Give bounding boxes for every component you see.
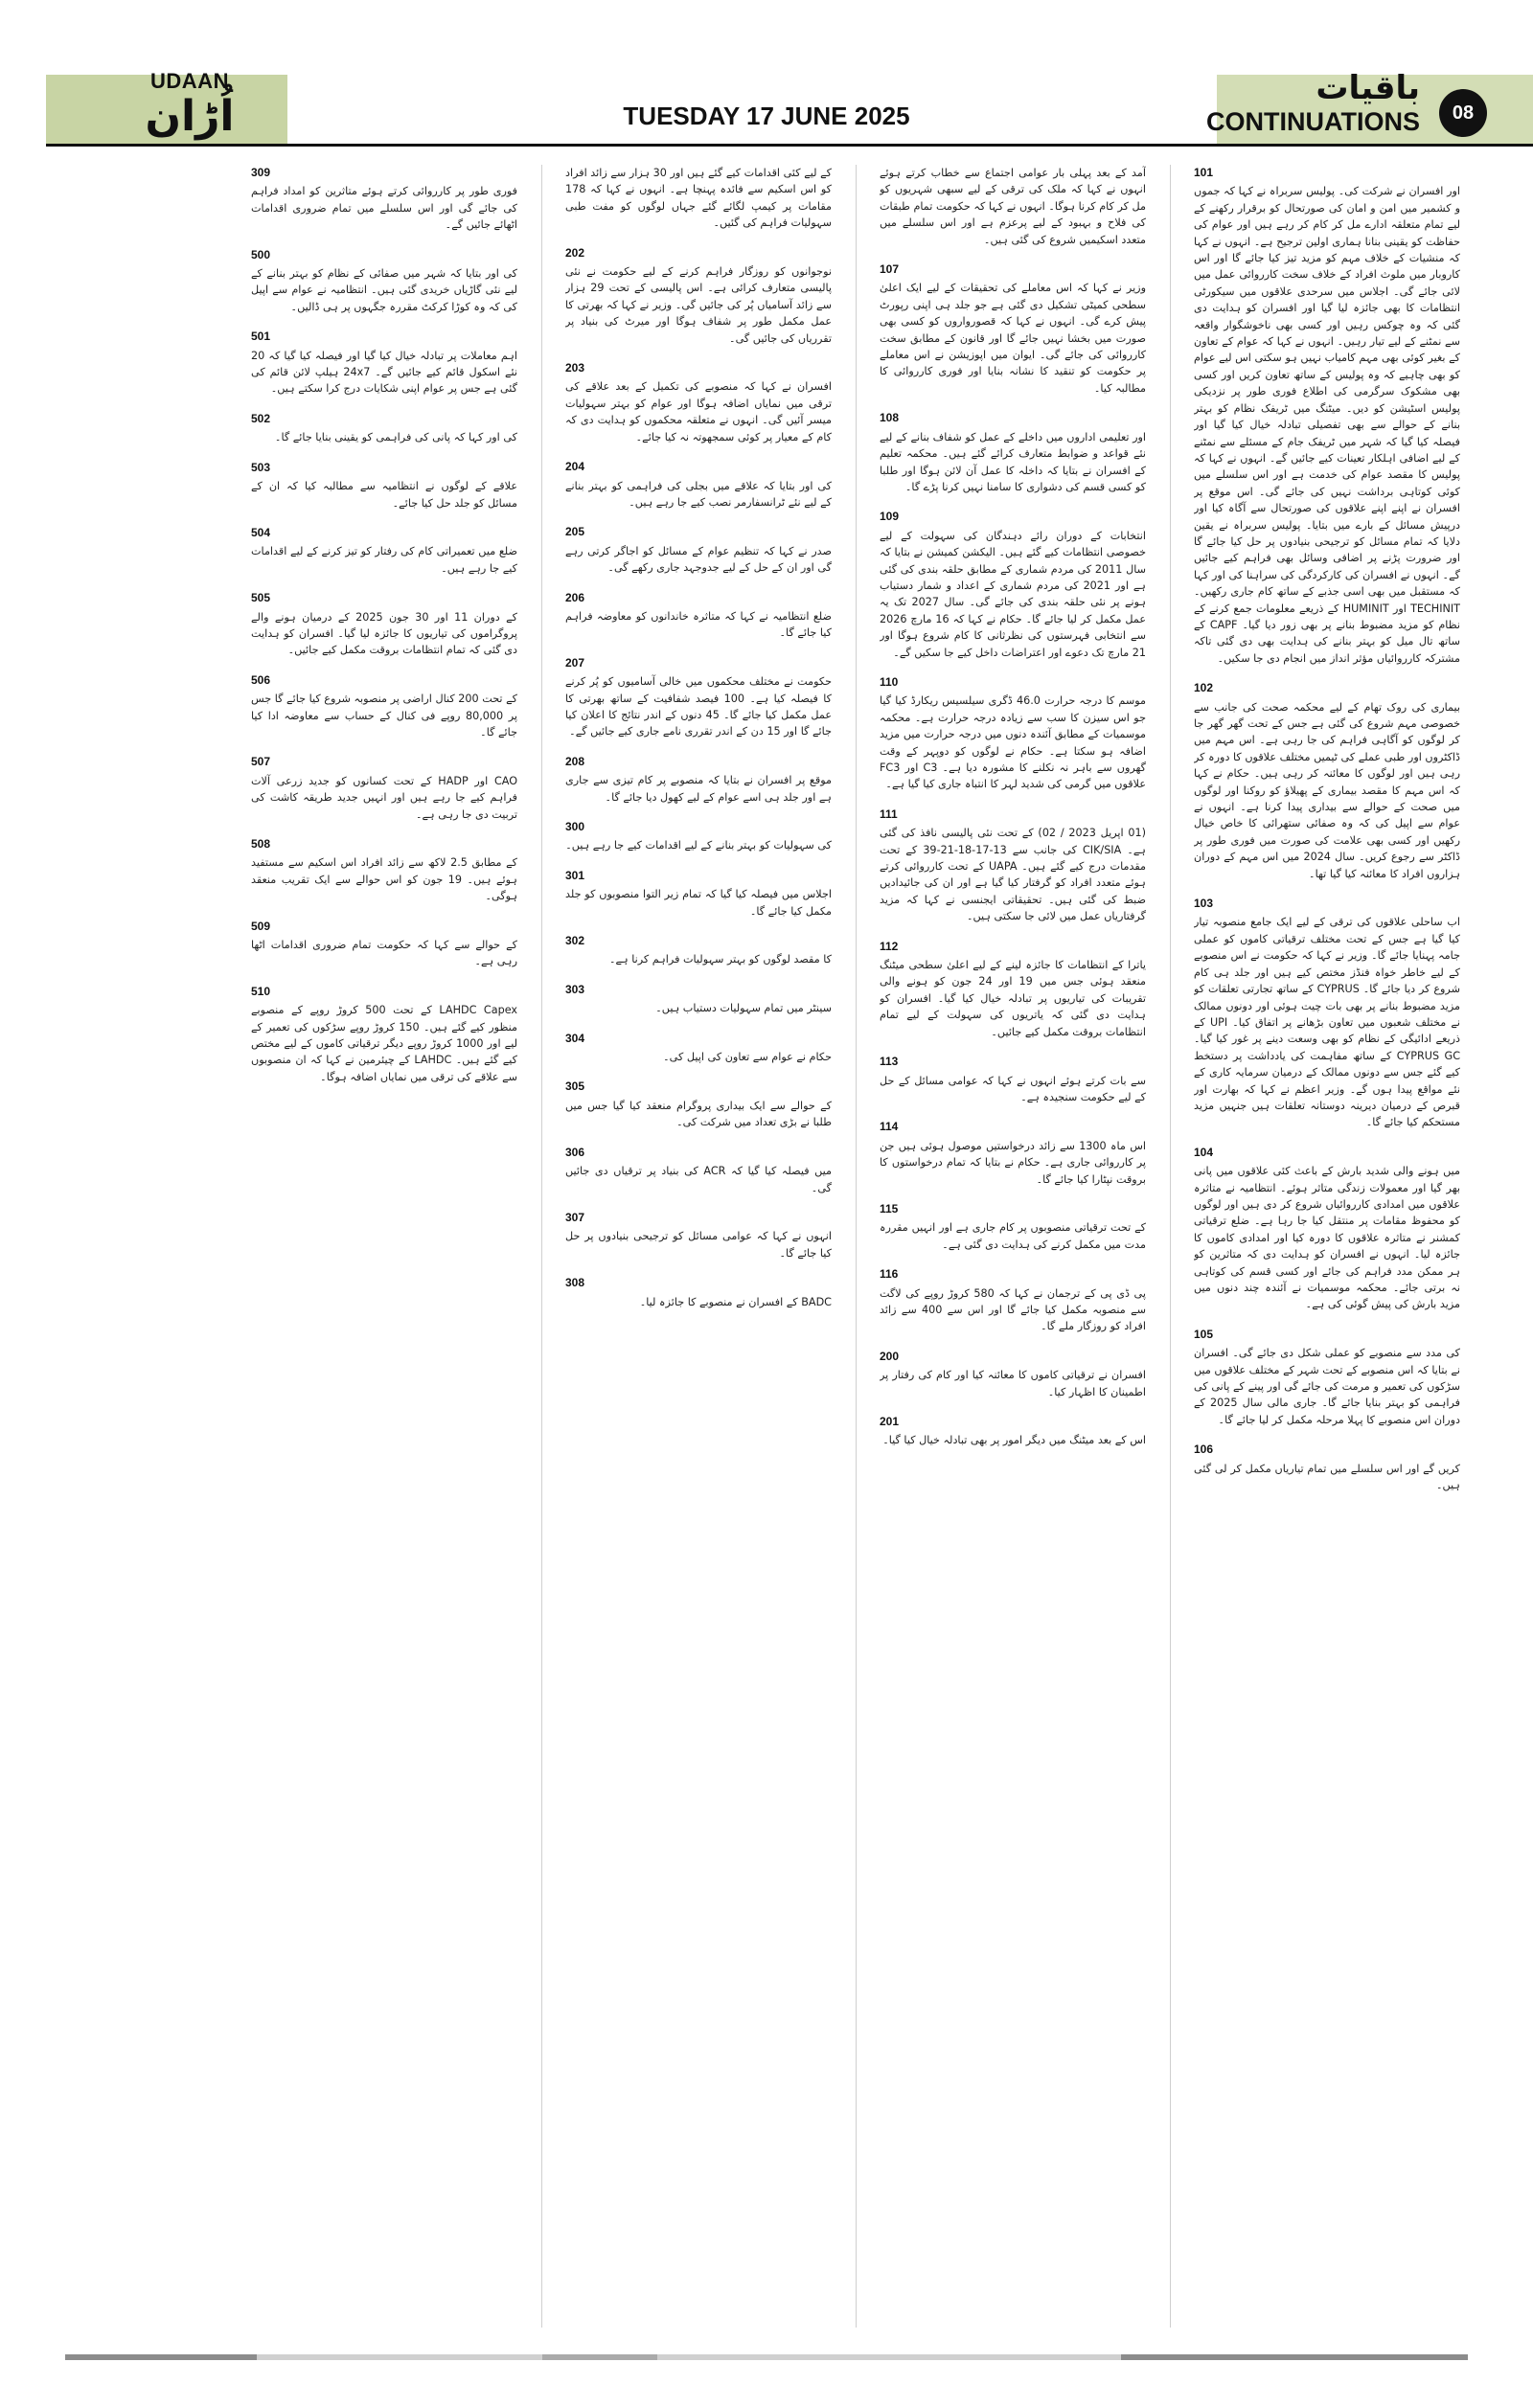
story-number: 506 [251, 672, 271, 687]
story-text: کے مطابق 2.5 لاکھ سے زائد افراد اس اسکیم سے مستفید ہوئے ہیں۔ 19 جون کو اس حوالے سے ایک تقریب منعقد ہوگی۔ [251, 856, 517, 903]
continuation-story [880, 261, 1146, 397]
continuation-story [565, 754, 832, 806]
text-column [565, 165, 832, 2328]
story-number: 202 [565, 245, 585, 260]
logo-english: UDAAN [150, 69, 229, 93]
story-number: 300 [565, 820, 585, 833]
continuation-story [565, 868, 832, 920]
story-text: افسران نے کہا کہ منصوبے کی تکمیل کے بعد علاقے کی ترقی میں نمایاں اضافہ ہوگا اور عوام کو بہتر سہولیات میسر آئیں گی۔ انہوں نے متعلقہ محکموں کو ہدایت دی کہ کام کے معیار پر کوئی سمجھوتہ نہ کیا جائے۔ [565, 380, 832, 443]
text-column [251, 165, 517, 2328]
header-divider [46, 144, 1533, 147]
story-text: حکومت نے مختلف محکموں میں خالی آسامیوں کو پُر کرنے کا فیصلہ کیا ہے۔ 100 فیصد شفافیت کے ساتھ بھرتی کا عمل مکمل کیا جائے گا۔ 45 دنوں کے اندر نتائج کا اعلان کیا جائے گا اور 15 دن کے اندر تقرری نامے جاری کیے جائیں گے۔ [565, 675, 832, 738]
story-number: 301 [565, 868, 585, 882]
story-text: آمد کے بعد پہلی بار عوامی اجتماع سے خطاب کرتے ہوئے انہوں نے کہا کہ ملک کی ترقی کے لیے سبھی شہریوں کو مل کر کام کرنا ہوگا۔ انہوں نے کہا کہ حکومت تمام طبقات کی فلاح و بہبود کے لیے پرعزم ہے اور اس سلسلے میں متعدد اسکیمیں شروع کی گئی ہیں۔ [880, 167, 1146, 246]
footer-accent [65, 2354, 257, 2360]
story-text: اس کے بعد میٹنگ میں دیگر امور پر بھی تبادلہ خیال کیا گیا۔ [882, 1434, 1146, 1447]
story-number: 205 [565, 525, 585, 539]
story-text: CAO اور HADP کے تحت کسانوں کو جدید زرعی آلات فراہم کیے جا رہے ہیں اور انہیں جدید طریقہ کاشت کی تربیت دی جا رہی ہے۔ [251, 774, 517, 821]
continuation-story [880, 1119, 1146, 1188]
continuation-story [251, 411, 517, 446]
continuation-story [1194, 1145, 1460, 1313]
story-number: 106 [1194, 1443, 1214, 1457]
continuation-story [251, 984, 517, 1085]
continuation-story [251, 754, 517, 823]
continuation-story [565, 982, 832, 1017]
story-number: 103 [1194, 897, 1214, 911]
story-number: 508 [251, 837, 271, 851]
story-number: 208 [565, 754, 585, 768]
story-text: میں ہونے والی شدید بارش کے باعث کئی علاقوں میں پانی بھر گیا اور معمولات زندگی متاثر ہوئے۔ انتظامیہ نے متاثرہ علاقوں میں امدادی کارروائیاں شروع کر دی ہیں اور لوگوں کو محفوظ مقامات پر منتقل کیا جا رہا ہے۔ ضلع ترقیاتی کمشنر نے متاثرہ علاقوں کا دورہ کیا اور امدادی کاموں کا جائزہ لیا۔ انہوں نے افسران کو ہدایت دی کہ متاثرین کو ہر ممکن مدد فراہم کی جائے اور کسی قسم کی کوتاہی نہ برتی جائے۔ محکمہ موسمیات نے آئندہ چند دنوں میں مزید بارش کی پیش گوئی کی ہے۔ [1194, 1165, 1460, 1311]
continuation-story [251, 165, 517, 234]
continuation-story [880, 165, 1146, 248]
continuation-story [880, 806, 1146, 925]
continuation-story [1194, 1442, 1460, 1493]
story-text: یاترا کے انتظامات کا جائزہ لینے کے لیے اعلیٰ سطحی میٹنگ منعقد ہوئی جس میں 19 اور 24 جون کو ہونے والی تقریبات کی تیاریوں پر تبادلہ خیال کیا گیا۔ افسران کو ہدایت دی گئی کہ یاتریوں کی سہولت کے لیے تمام انتظامات بروقت مکمل کیے جائیں۔ [880, 959, 1146, 1038]
story-text: (01 اپریل 2023 / 02) کے تحت نئی پالیسی نافذ کی گئی ہے۔ CIK/SIA کی جانب سے 13-17-18-21-39 کے تحت مقدمات درج کیے گئے ہیں۔ UAPA کے تحت کارروائی کرتے ہوئے متعدد افراد کو گرفتار کیا گیا ہے اور ان کی جائیدادیں ضبط کی گئی ہیں۔ تحقیقاتی ایجنسی نے کہا کہ مزید گرفتاریاں عمل میں لائی جا سکتی ہیں۔ [880, 827, 1146, 923]
story-text: حکام نے عوام سے تعاون کی اپیل کی۔ [663, 1051, 832, 1064]
continuation-story [880, 1201, 1146, 1253]
text-column [1194, 165, 1460, 2328]
story-text: اور افسران نے شرکت کی۔ پولیس سربراہ نے کہا کہ جموں و کشمیر میں امن و امان کی صورتحال کو برقرار رکھنے کے لیے تمام متعلقہ ادارے مل کر کام کر رہے ہیں اور عوام کی حفاظت کو یقینی بنانا ہماری اولین ترجیح ہے۔ انہوں نے کہا کہ منشیات کے خلاف مہم کو مزید تیز کیا جائے گا اور اس کاروبار میں ملوث افراد کے خلاف سخت کارروائی عمل میں لائی جائے گی۔ اجلاس میں سرحدی علاقوں میں سیکورٹی انتظامات کا بھی جائزہ لیا گیا اور افسران کو ہدایت دی گئی کہ وہ چوکس رہیں اور کسی بھی ناخوشگوار واقعہ سے نمٹنے کے لیے تیار رہیں۔ انہوں نے کہا کہ عوام کے تعاون کے بغیر کوئی بھی مہم کامیاب نہیں ہو سکتی اس لیے عوام کو بھی چاہیے کہ وہ پولیس کے ساتھ تعاون کریں اور کسی بھی مشکوک سرگرمی کی اطلاع فوری طور پر نزدیکی پولیس اسٹیشن کو دیں۔ میٹنگ میں ٹریفک نظام کو بہتر بنانے کے حوالے سے بھی تفصیلی تبادلہ خیال کیا گیا اور فیصلہ کیا گیا کہ شہر میں ٹریفک جام کے مسئلے سے نمٹنے کے لیے اضافی اہلکار تعینات کیے جائیں گے۔ انہوں نے کہا کہ پولیس کا مقصد عوام کی خدمت ہے اور اس سلسلے میں کوئی کوتاہی برداشت نہیں کی جائے گی۔ اس موقع پر افسران نے اپنے اپنے علاقوں کی صورتحال سے آگاہ کیا اور درپیش مسائل کے بارے میں بتایا۔ پولیس سربراہ نے یقین دلایا کہ تمام مسائل کو ترجیحی بنیادوں پر حل کیا جائے گا اور ضرورت پڑنے پر اضافی وسائل بھی فراہم کیے جائیں گے۔ انہوں نے افسران کی کارکردگی کی سراہنا کی اور کہا کہ مستقبل میں بھی اسی جذبے کے ساتھ کام جاری رکھیں۔ TECHINIT اور HUMINIT کے ذریعے معلومات جمع کرنے کے نظام کو مزید مضبوط بنانے پر بھی زور دیا گیا۔ CAPF کے ساتھ تال میل کو بہتر بنانے کی ہدایت بھی دی گئی تاکہ مشترکہ کارروائیاں مؤثر انداز میں انجام دی جا سکیں۔ [1194, 185, 1460, 665]
continuation-story [565, 933, 832, 968]
story-number: 510 [251, 984, 271, 998]
story-text: اس ماہ 1300 سے زائد درخواستیں موصول ہوئی ہیں جن پر کارروائی جاری ہے۔ حکام نے بتایا کہ تمام درخواستوں کا بروقت نپٹارا کیا جائے گا۔ [880, 1139, 1146, 1186]
story-number: 309 [251, 166, 271, 179]
story-number: 509 [251, 919, 271, 933]
article-columns [65, 165, 1468, 2328]
story-number: 105 [1194, 1327, 1214, 1341]
continuation-story [565, 1079, 832, 1130]
story-text: BADC کے افسران نے منصوبے کا جائزہ لیا۔ [639, 1295, 832, 1308]
logo-urdu: اُڑان [145, 92, 235, 141]
story-text: ضلع انتظامیہ نے کہا کہ متاثرہ خاندانوں کو معاوضہ فراہم کیا جائے گا۔ [565, 609, 832, 640]
footer-accent [542, 2354, 657, 2360]
story-number: 114 [880, 1120, 899, 1134]
continuation-story [565, 819, 832, 854]
story-number: 304 [565, 1031, 585, 1045]
continuation-story [565, 245, 832, 347]
story-number: 504 [251, 525, 271, 539]
story-number: 108 [880, 411, 900, 425]
story-number: 505 [251, 591, 271, 605]
story-text: کی اور بتایا کہ علاقے میں بجلی کی فراہمی کو بہتر بنانے کے لیے نئے ٹرانسفارمر نصب کیے جا رہے ہیں۔ [565, 479, 832, 509]
story-number: 305 [565, 1079, 585, 1094]
continuation-story [880, 1054, 1146, 1105]
section-title-urdu: باقیات [1316, 69, 1420, 107]
continuation-story [565, 165, 832, 232]
section-title [1206, 69, 1420, 137]
story-text: کا مقصد لوگوں کو بہتر سہولیات فراہم کرنا ہے۔ [609, 953, 832, 966]
story-text: وزیر نے کہا کہ اس معاملے کی تحقیقات کے لیے ایک اعلیٰ سطحی کمیٹی تشکیل دی گئی ہے جو جلد ہی اپنی رپورٹ پیش کرے گی۔ انہوں نے کہا کہ قصورواروں کو کسی بھی صورت میں بخشا نہیں جائے گا اور قانون کے مطابق سخت کارروائی کی جائے گی۔ ایوان میں اپوزیشن نے اس معاملے پر حکومت کو تنقید کا نشانہ بنایا اور فوری کارروائی کا مطالبہ کیا۔ [880, 282, 1146, 395]
column-divider [1170, 165, 1171, 2328]
column-divider [856, 165, 857, 2328]
continuation-story [880, 509, 1146, 661]
continuation-story [251, 460, 517, 511]
continuation-story [251, 919, 517, 970]
story-text: کے لیے کئی اقدامات کیے گئے ہیں اور 30 ہزار سے زائد افراد کو اس اسکیم سے فائدہ پہنچا ہے۔ انہوں نے کہا کہ 178 مقامات پر کیمپ لگائے گئے جہاں لوگوں کو مفت طبی سہولیات فراہم کی گئیں۔ [565, 167, 832, 230]
story-number: 112 [880, 939, 899, 953]
issue-date: TUESDAY 17 JUNE 2025 [623, 102, 910, 130]
story-number: 113 [880, 1055, 899, 1069]
story-text: علاقے کے لوگوں نے انتظامیہ سے مطالبہ کیا کہ ان کے مسائل کو جلد حل کیا جائے۔ [251, 480, 517, 510]
story-text: صدر نے کہا کہ تنظیم عوام کے مسائل کو اجاگر کرتی رہے گی اور ان کے حل کے لیے جدوجہد جاری رکھے گی۔ [565, 544, 832, 575]
story-text: کے تحت 200 کنال اراضی پر منصوبہ شروع کیا جائے گا جس پر 80,000 روپے فی کنال کے حساب سے معاوضہ ادا کیا جائے گا۔ [251, 693, 517, 738]
story-text: کے تحت ترقیاتی منصوبوں پر کام جاری ہے اور انہیں مقررہ مدت میں مکمل کرنے کی ہدایت دی گئی ہے۔ [880, 1221, 1146, 1251]
continuation-story [565, 1031, 832, 1066]
story-text: پی ڈی پی کے ترجمان نے کہا کہ 580 کروڑ روپے کی لاگت سے منصوبہ مکمل کیا جائے گا اور اس سے 400 سے زائد افراد کو روزگار ملے گا۔ [880, 1286, 1146, 1333]
story-number: 501 [251, 329, 271, 344]
story-number: 302 [565, 934, 585, 948]
story-text: اب ساحلی علاقوں کی ترقی کے لیے ایک جامع منصوبہ تیار کیا گیا ہے جس کے تحت مختلف ترقیاتی کاموں کو عملی جامہ پہنایا جائے گا۔ وزیر نے کہا کہ حکومت نے اس منصوبے کے لیے خاطر خواہ فنڈز مختص کیے ہیں اور جلد ہی کام شروع کر دیا جائے گا۔ CYPRUS کے ساتھ تجارتی تعلقات کو مزید مضبوط بنانے پر بھی بات چیت ہوئی اور دونوں ممالک نے مختلف شعبوں میں تعاون بڑھانے پر اتفاق کیا۔ UPI کے ذریعے ادائیگی کے نظام کو بھی وسعت دینے پر غور کیا گیا۔ CYPRUS GC کے ساتھ مفاہمت کی یادداشت پر دستخط کیے گئے جس سے دونوں ممالک کے درمیان سرمایہ کاری کے نئے مواقع پیدا ہوں گے۔ وزیر اعظم نے کہا کہ بھارت اور قبرص کے درمیان دیرینہ دوستانہ تعلقات ہیں جنہیں مزید مستحکم کیا جائے گا۔ [1194, 916, 1460, 1129]
story-text: میں فیصلہ کیا گیا کہ ACR کی بنیاد پر ترقیاں دی جائیں گی۔ [565, 1165, 832, 1194]
continuation-story [1194, 896, 1460, 1131]
story-text: کے دوران 11 اور 30 جون 2025 کے درمیان ہونے والے پروگراموں کی تیاریوں کا جائزہ لیا گیا۔ افسران کو ہدایت دی گئی کہ تمام انتظامات بروقت مکمل کیے جائیں۔ [251, 610, 517, 657]
column-divider [541, 165, 542, 2328]
continuation-story [251, 525, 517, 577]
story-number: 306 [565, 1145, 585, 1159]
story-number: 200 [880, 1349, 900, 1363]
continuation-story [880, 1266, 1146, 1335]
continuation-story [251, 836, 517, 905]
continuation-story [251, 672, 517, 741]
story-number: 101 [1194, 166, 1214, 179]
story-number: 308 [565, 1276, 585, 1290]
story-number: 500 [251, 247, 271, 261]
story-number: 503 [251, 460, 271, 474]
text-column [880, 165, 1146, 2328]
continuation-story [565, 1145, 832, 1196]
story-number: 204 [565, 460, 585, 474]
story-number: 109 [880, 510, 900, 524]
story-number: 201 [880, 1415, 900, 1428]
story-number: 116 [880, 1267, 899, 1282]
story-text: اور تعلیمی اداروں میں داخلے کے عمل کو شفاف بنانے کے لیے نئے قواعد و ضوابط متعارف کرائے گئے ہیں۔ محکمہ تعلیم کے افسران نے بتایا کہ داخلہ کا عمل آن لائن ہوگا اور طلبا کو کسی قسم کی دشواری کا سامنا نہیں کرنا پڑے گا۔ [880, 430, 1146, 493]
footer-accent [1121, 2354, 1468, 2360]
story-text: موسم کا درجہ حرارت 46.0 ڈگری سیلسیس ریکارڈ کیا گیا جو اس سیزن کا سب سے زیادہ درجہ حرارت ہے۔ محکمہ موسمیات کے مطابق آئندہ دنوں میں درجہ حرارت میں مزید اضافہ ہو سکتا ہے۔ حکام نے لوگوں کو دوپہر کے وقت گھروں سے باہر نہ نکلنے کا مشورہ دیا ہے۔ C3 اور FC3 علاقوں میں گرمی کی شدید لہر کا انتباہ جاری کیا گیا ہے۔ [880, 694, 1146, 791]
story-text: کے حوالے سے کہا کہ حکومت تمام ضروری اقدامات اٹھا رہی ہے۔ [251, 939, 517, 968]
story-number: 115 [880, 1201, 899, 1215]
story-number: 303 [565, 982, 585, 996]
story-number: 102 [1194, 681, 1214, 695]
story-text: اجلاس میں فیصلہ کیا گیا کہ تمام زیر التوا منصوبوں کو جلد مکمل کیا جائے گا۔ [565, 888, 832, 918]
story-text: فوری طور پر کارروائی کرتے ہوئے متاثرین کو امداد فراہم کی جائے گی اور اس سلسلے میں تمام ضروری اقدامات اٹھائے جائیں گے۔ [251, 185, 517, 232]
story-number: 502 [251, 411, 271, 425]
story-number: 110 [880, 674, 899, 689]
continuation-story [251, 590, 517, 659]
continuation-story [565, 655, 832, 740]
story-text: انتخابات کے دوران رائے دہندگان کی سہولت کے لیے خصوصی انتظامات کیے گئے ہیں۔ الیکشن کمیشن نے بتایا کہ سال 2011 کی مردم شماری کے مطابق حلقہ بندی کی گئی ہے اور 2021 کی مردم شماری کے اعداد و شمار دستیاب ہونے پر نئی حلقہ بندی کی جائے گی۔ سال 2027 تک یہ عمل مکمل کر لیا جائے گا۔ حکام نے کہا کہ 16 مارچ 2026 سے انتخابی فہرستوں کی نظرثانی کا کام شروع ہوگا اور 21 مارچ تک دعوے اور اعتراضات داخل کیے جا سکیں گے۔ [880, 529, 1146, 659]
story-text: بیماری کی روک تھام کے لیے محکمہ صحت کی جانب سے خصوصی مہم شروع کی گئی ہے جس کے تحت گھر گھر جا کر لوگوں کو آگاہی فراہم کی جا رہی ہے۔ اس مہم میں ڈاکٹروں اور طبی عملے کی ٹیمیں مختلف علاقوں کا دورہ کر رہی ہیں اور لوگوں کا معائنہ کر رہی ہیں۔ حکام نے کہا کہ اس مہم کا مقصد بیماری کے پھیلاؤ کو روکنا اور لوگوں میں صحت کے حوالے سے بیداری پیدا کرنا ہے۔ انہوں نے عوام سے اپیل کی کہ وہ صفائی ستھرائی کا خاص خیال رکھیں اور کسی بھی علامت کی صورت میں فوری طور پر ڈاکٹر سے رجوع کریں۔ سال 2024 میں اس مہم کے دوران ہزاروں افراد کا معائنہ کیا گیا تھا۔ [1194, 700, 1460, 880]
story-text: موقع پر افسران نے بتایا کہ منصوبے پر کام تیزی سے جاری ہے اور جلد ہی اسے عوام کے لیے کھول دیا جائے گا۔ [565, 774, 832, 804]
story-number: 507 [251, 755, 271, 769]
story-text: LAHDC Capex کے تحت 500 کروڑ روپے کے منصوبے منظور کیے گئے ہیں۔ 150 کروڑ روپے سڑکوں کی تعمیر کے لیے اور 1000 کروڑ روپے دیگر ترقیاتی کاموں کے لیے مختص کیے گئے ہیں۔ LAHDC کے چیئرمین نے کہا کہ ان منصوبوں سے علاقے کی ترقی میں نمایاں اضافہ ہوگا۔ [251, 1004, 517, 1083]
continuation-story [880, 1349, 1146, 1400]
continuation-story [1194, 165, 1460, 667]
story-number: 203 [565, 361, 585, 375]
story-text: اہم معاملات پر تبادلہ خیال کیا گیا اور فیصلہ کیا گیا کہ 20 نئے اسکول قائم کیے جائیں گے۔ 24x7 ہیلپ لائن قائم کی گئی ہے جس پر عوام اپنی شکایات درج کرا سکتے ہیں۔ [251, 349, 517, 396]
continuation-story [565, 524, 832, 576]
story-text: سے بات کرتے ہوئے انہوں نے کہا کہ عوامی مسائل کے حل کے لیے حکومت سنجیدہ ہے۔ [880, 1074, 1146, 1103]
story-text: کے حوالے سے ایک بیداری پروگرام منعقد کیا گیا جس میں طلبا نے بڑی تعداد میں شرکت کی۔ [565, 1099, 832, 1129]
section-title-english: CONTINUATIONS [1206, 107, 1420, 136]
continuation-story [251, 329, 517, 398]
continuation-story [565, 459, 832, 511]
story-text: کریں گے اور اس سلسلے میں تمام تیاریاں مکمل کر لی گئی ہیں۔ [1194, 1462, 1460, 1492]
story-text: کی سہولیات کو بہتر بنانے کے لیے اقدامات کیے جا رہے ہیں۔ [565, 839, 832, 852]
story-number: 104 [1194, 1145, 1214, 1159]
story-text: افسران نے ترقیاتی کاموں کا معائنہ کیا اور کام کی رفتار پر اطمینان کا اظہار کیا۔ [880, 1369, 1146, 1398]
continuation-story [565, 360, 832, 445]
story-text: انہوں نے کہا کہ عوامی مسائل کو ترجیحی بنیادوں پر حل کیا جائے گا۔ [565, 1230, 832, 1260]
story-number: 307 [565, 1210, 585, 1224]
continuation-story [565, 1275, 832, 1310]
continuation-story [565, 590, 832, 642]
story-text: کی اور بتایا کہ شہر میں صفائی کے نظام کو بہتر بنانے کے لیے نئی گاڑیاں خریدی گئی ہیں۔ انتظامیہ نے عوام سے اپیل کی کہ وہ کوڑا کرکٹ مقررہ جگہوں پر ہی ڈالیں۔ [251, 267, 517, 313]
story-text: کی مدد سے منصوبے کو عملی شکل دی جائے گی۔ افسران نے بتایا کہ اس منصوبے کے تحت شہر کے مختلف علاقوں میں سڑکوں کی تعمیر و مرمت کی جائے گی اور پینے کے پانی کی فراہمی کو بہتر بنایا جائے گا۔ جاری مالی سال 2025 کے دوران اس منصوبے کا پہلا مرحلہ مکمل کر لیا جائے گا۔ [1194, 1347, 1460, 1426]
continuation-story [880, 410, 1146, 495]
story-text: سینٹر میں تمام سہولیات دستیاب ہیں۔ [655, 1002, 832, 1015]
story-number: 206 [565, 590, 585, 604]
story-text: ضلع میں تعمیراتی کام کی رفتار کو تیز کرنے کے لیے اقدامات کیے جا رہے ہیں۔ [251, 545, 517, 575]
story-text: کی اور کہا کہ پانی کی فراہمی کو یقینی بنایا جائے گا۔ [274, 431, 517, 444]
masthead [0, 0, 1533, 158]
story-number: 207 [565, 655, 585, 670]
continuation-story [1194, 1327, 1460, 1428]
story-number: 107 [880, 262, 900, 277]
continuation-story [251, 247, 517, 316]
continuation-story [565, 1210, 832, 1261]
continuation-story [880, 674, 1146, 793]
story-text: نوجوانوں کو روزگار فراہم کرنے کے لیے حکومت نے نئی پالیسی متعارف کرائی ہے۔ اس پالیسی کے تحت 29 ہزار سے زائد آسامیاں پُر کی جائیں گی۔ وزیر نے کہا کہ بھرتی کا عمل مکمل طور پر شفاف ہوگا اور میرٹ کی بنیاد پر تقرریاں کی جائیں گی۔ [565, 265, 832, 345]
continuation-story [1194, 680, 1460, 882]
story-number: 111 [880, 806, 898, 821]
continuation-story [880, 939, 1146, 1040]
page-number-badge: 08 [1439, 89, 1487, 137]
continuation-story [880, 1414, 1146, 1449]
newspaper-logo [113, 69, 266, 140]
